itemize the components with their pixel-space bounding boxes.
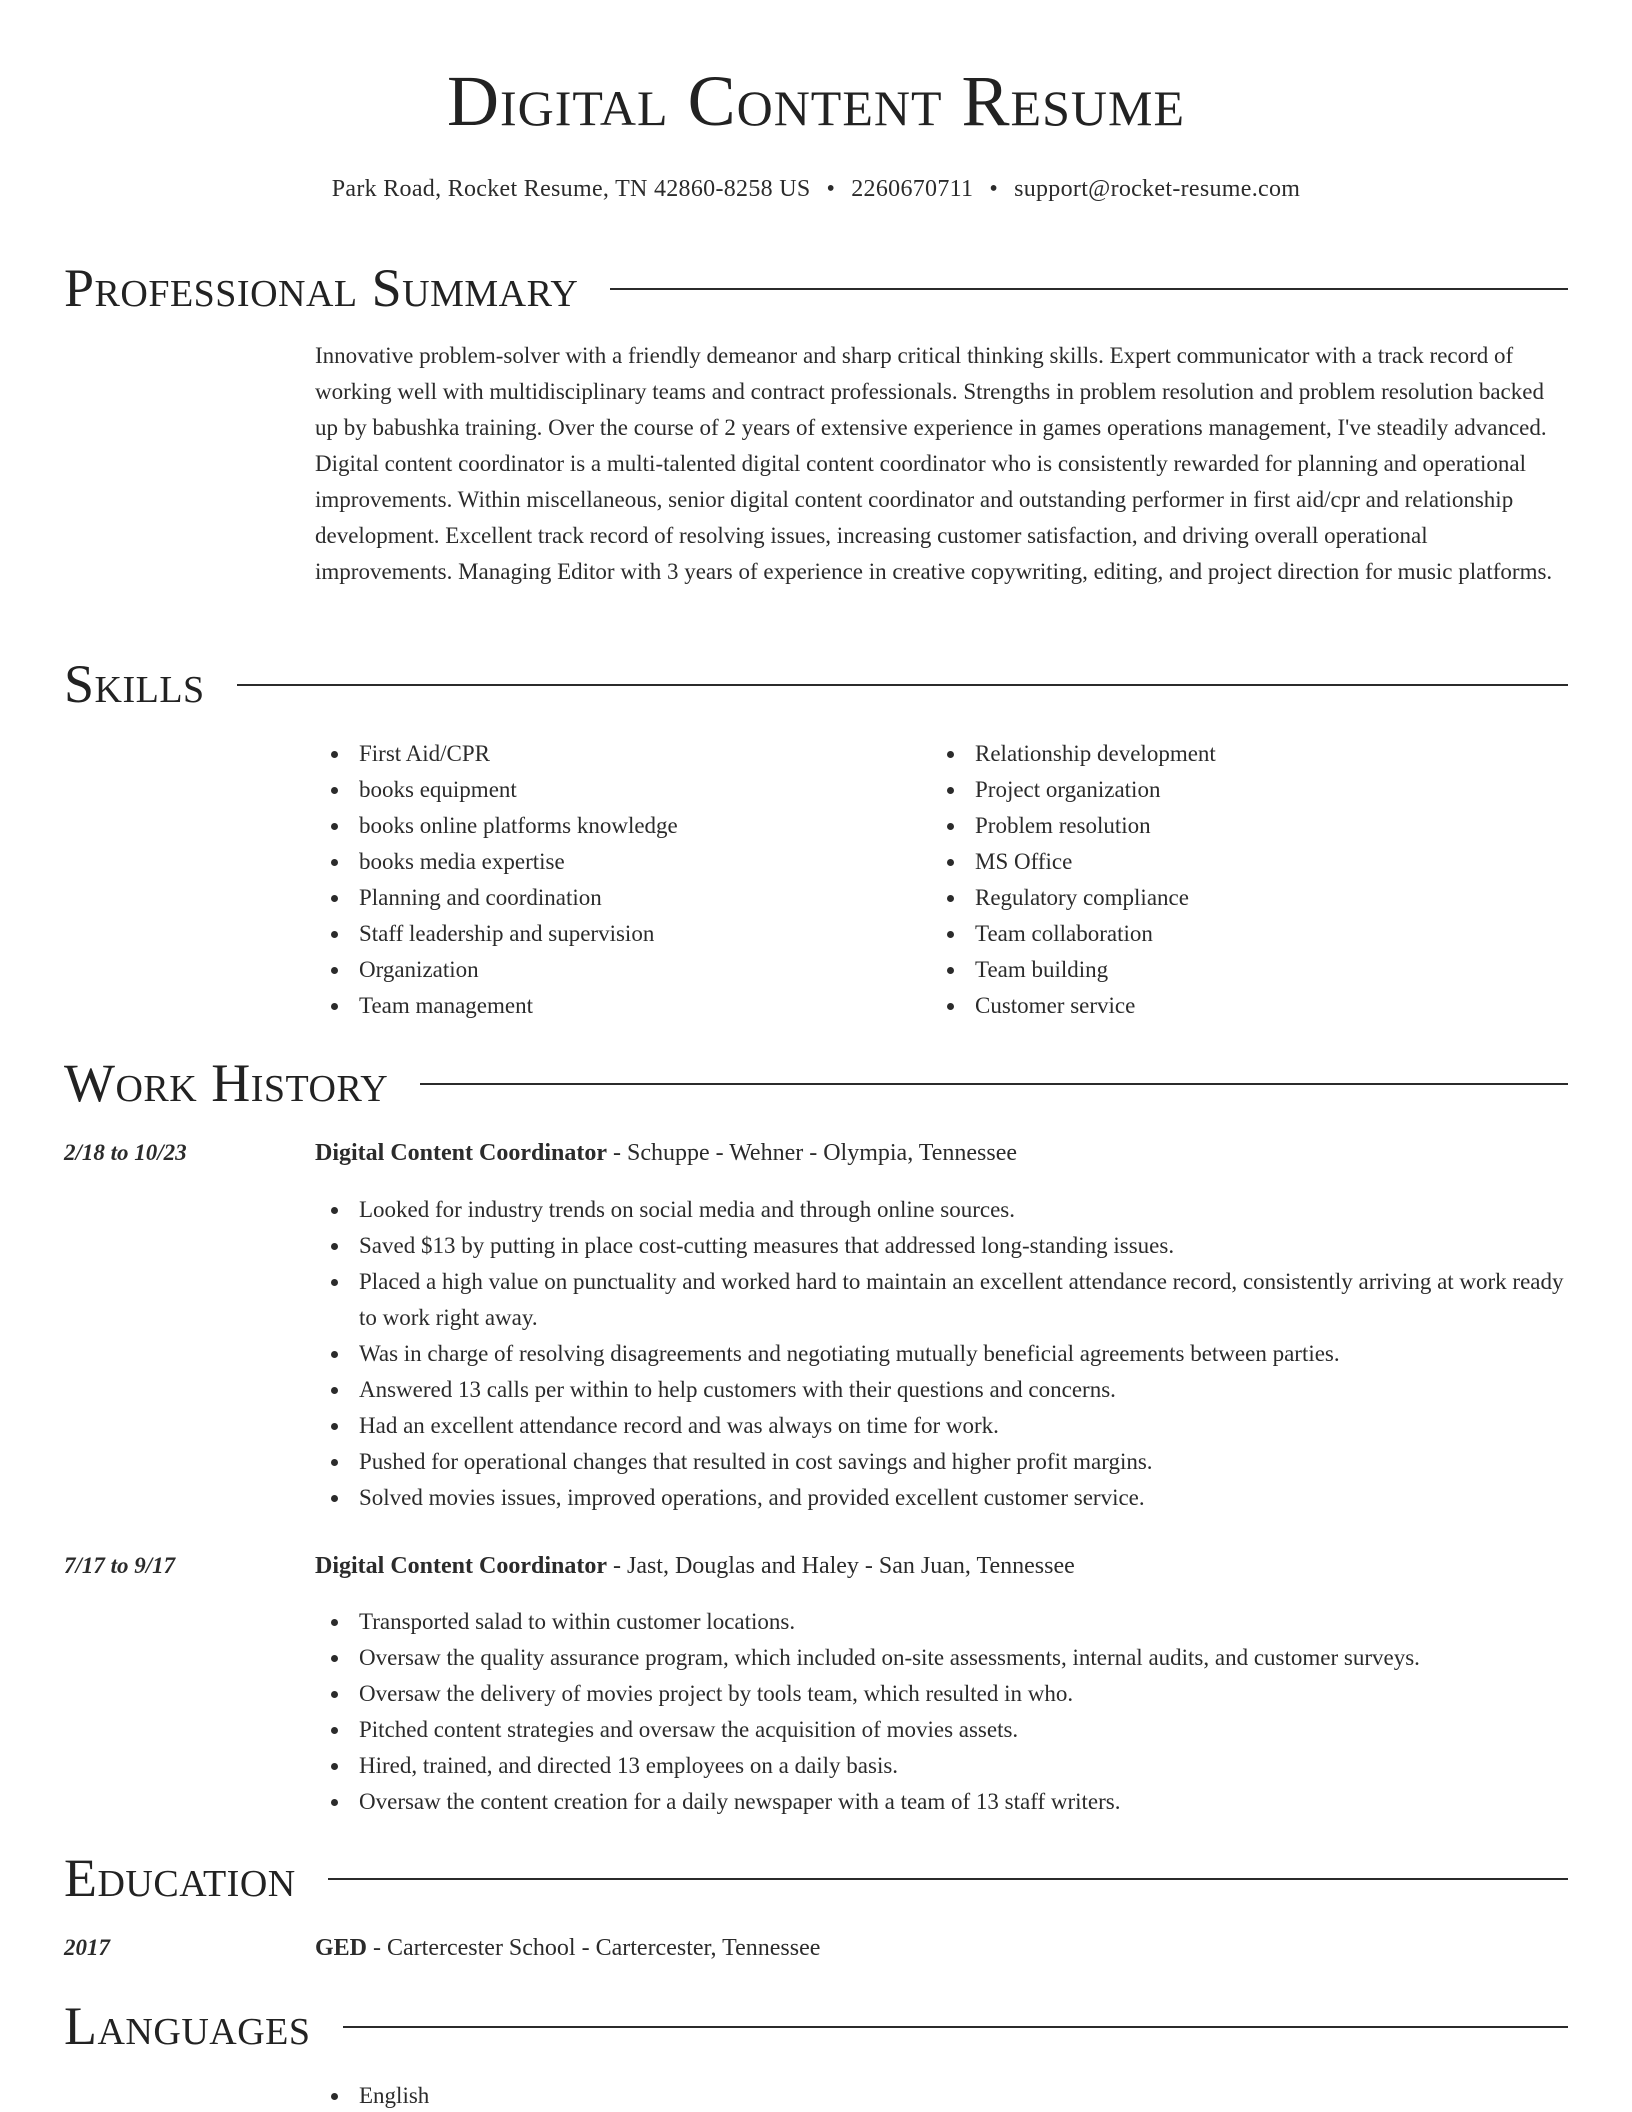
job-bullet: Oversaw the content creation for a daily newspaper with a team of 13 staff writers. [315,1784,1568,1820]
job-bullets [315,1604,1568,1820]
job-dates: 7/17 to 9/17 [64,1553,176,1578]
skill-item: Team building [931,952,1531,988]
skill-item: books media expertise [315,844,915,880]
skill-item: Project organization [931,772,1531,808]
job-bullet: Placed a high value on punctuality and worked hard to maintain an excellent attendance record, consistently arriving at work ready to work right away. [315,1264,1568,1336]
job-heading [315,1140,1017,1167]
job-bullet: Looked for industry trends on social media and through online sources. [315,1192,1568,1228]
education-degree: GED [315,1935,368,1961]
skills-list-left [315,736,915,1024]
job-bullet: Hired, trained, and directed 13 employees on a daily basis. [315,1748,1568,1784]
summary-section-title: Professional Summary [64,258,579,318]
skill-item: MS Office [931,844,1531,880]
skill-item: Customer service [931,988,1531,1024]
work-section-header [64,1053,1568,1113]
education-section-header [64,1848,1568,1908]
job-dates: 2/18 to 10/23 [64,1140,187,1165]
resume-name: Digital Content Resume [446,61,1186,141]
contact-email: support@rocket-resume.com [1014,176,1301,202]
job-title: Digital Content Coordinator [315,1140,607,1166]
job-bullet: Answered 13 calls per within to help customers with their questions and concerns. [315,1372,1568,1408]
skill-item: Team management [315,988,915,1024]
education-heading [315,1935,820,1962]
job-bullet: Had an excellent attendance record and was always on time for work. [315,1408,1568,1444]
job-bullet: Saved $13 by putting in place cost-cutting measures that addressed long-standing issues. [315,1228,1568,1264]
education-year: 2017 [64,1935,110,1960]
section-divider [343,2026,1569,2028]
education-school: - Cartercester School - Cartercester, Tennessee [367,1935,821,1961]
job-employer: - Schuppe - Wehner - Olympia, Tennessee [606,1140,1018,1166]
language-item: English [315,2078,1568,2112]
skill-item: Planning and coordination [315,880,915,916]
job-bullet: Was in charge of resolving disagreements and negotiating mutually beneficial agreements between parties. [315,1336,1568,1372]
job-employer: - Jast, Douglas and Haley - San Juan, Tennessee [606,1553,1075,1579]
skill-item: Relationship development [931,736,1531,772]
contact-phone: 2260670711 [851,176,974,202]
job-bullet: Pitched content strategies and oversaw the acquisition of movies assets. [315,1712,1568,1748]
section-divider [237,684,1568,686]
education-section-title: Education [64,1848,296,1908]
contact-line [0,176,1632,203]
job-bullets [315,1192,1568,1516]
contact-separator: • [989,176,999,202]
languages-list [315,2078,1568,2112]
skills-list-right [931,736,1531,1024]
job-heading [315,1553,1075,1580]
skill-item: Team collaboration [931,916,1531,952]
skill-item: Regulatory compliance [931,880,1531,916]
skill-item: Organization [315,952,915,988]
job-title: Digital Content Coordinator [315,1553,607,1579]
skill-item: Staff leadership and supervision [315,916,915,952]
job-bullet: Oversaw the delivery of movies project by tools team, which resulted in who. [315,1676,1568,1712]
job-bullet: Pushed for operational changes that resulted in cost savings and higher profit margins. [315,1444,1568,1480]
skill-item: books online platforms knowledge [315,808,915,844]
section-divider [420,1083,1568,1085]
skill-item: First Aid/CPR [315,736,915,772]
summary-section-header [64,258,1568,318]
job-bullet: Solved movies issues, improved operations, and provided excellent customer service. [315,1480,1568,1516]
languages-section-header [64,1996,1568,2056]
work-section-title: Work History [64,1053,389,1113]
languages-section-title: Languages [64,1996,311,2056]
section-divider [610,288,1568,290]
skills-section-title: Skills [64,654,205,714]
skill-item: books equipment [315,772,915,808]
contact-separator: • [826,176,836,202]
summary-text: Innovative problem-solver with a friendly demeanor and sharp critical thinking skills. Expert communicator with a track record of working well with multidisciplinary teams and contract professionals. Strengths in problem resolution and problem resolution backed up by babushka training. Over the course of 2 years of extensive experience in games operations management, I've steadily advanced. Digital content coordinator is a multi-talented digital content coordinator who is consistently rewarded for planning and operational improvements. Within miscellaneous, senior digital content coordinator and outstanding performer in first aid/cpr and relationship development. Excellent track record of resolving issues, increasing customer satisfaction, and driving overall operational improvements. Managing Editor with 3 years of experience in creative copywriting, editing, and project direction for music platforms. [315,343,1553,584]
section-divider [328,1878,1568,1880]
contact-address: Park Road, Rocket Resume, TN 42860-8258 US [331,176,811,202]
skills-section-header [64,654,1568,714]
job-bullet: Oversaw the quality assurance program, which included on-site assessments, internal audits, and customer surveys. [315,1640,1568,1676]
skill-item: Problem resolution [931,808,1531,844]
job-bullet: Transported salad to within customer locations. [315,1604,1568,1640]
